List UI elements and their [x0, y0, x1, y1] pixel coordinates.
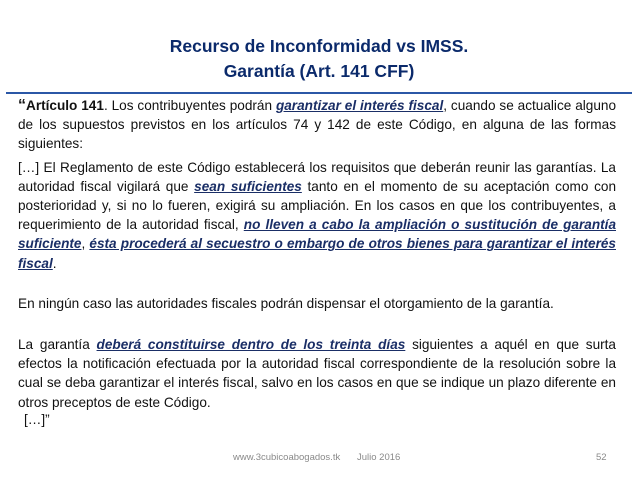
text: siguientes a aquél en que surta efectos la notificación efectuada por la autoridad fiscal correspondiente de la resolución sobre la cual se deba garantizar el interés fiscal, salvo en los casos en que se indique un plazo diferente en otros preceptos de este Código.	[18, 337, 616, 410]
closing-quote: […]”	[24, 411, 50, 427]
emphasis: ésta procederá al secuestro o embargo de otros bienes para garantizar el interés fiscal	[18, 236, 616, 271]
text: La garantía	[18, 337, 97, 353]
footer-page-number: 52	[596, 452, 607, 463]
title-line-1: Recurso de Inconformidad vs IMSS.	[169, 36, 469, 56]
text: tanto en el momento de su aceptación como con posterioridad y, si no lo fueren, exigirá su ampliación. En los casos en que los contribuyentes, a requerimiento de la autoridad fiscal,	[18, 178, 616, 233]
text: […] El Reglamento de este Código establecerá los requisitos que deberán reunir las garantías. La autoridad fiscal vigilará que	[18, 159, 616, 194]
text: , cuando se actualice alguno de los supuestos previstos en los artículos 74 y 142 de este Código, en alguna de las formas siguientes:	[18, 98, 617, 152]
emphasis: no lleven a cabo la ampliación o sustitución de garantía suficiente	[18, 217, 616, 252]
footer-website: www.3cubicoabogados.tk	[233, 452, 341, 463]
emphasis: deberá constituirse dentro de los treinta días	[96, 337, 406, 353]
article-text	[18, 96, 616, 429]
text: .	[52, 255, 57, 271]
text: . Los contribuyentes podrán	[103, 98, 276, 113]
footer-date: Julio 2016	[357, 452, 401, 463]
title-divider	[6, 92, 632, 94]
article-label: Artículo 141	[26, 98, 104, 113]
paragraph-reglamento	[18, 158, 616, 273]
emphasis: garantizar el interés fiscal	[275, 98, 444, 113]
text: ,	[81, 236, 90, 252]
paragraph-plazo	[18, 335, 616, 412]
title-line-2: Garantía (Art. 141 CFF)	[223, 61, 415, 81]
paragraph-dispensa: En ningún caso las autoridades fiscales podrán dispensar el otorgamiento de la garantía.	[18, 295, 554, 311]
emphasis: sean suficientes	[194, 178, 302, 194]
paragraph-article-141	[18, 96, 616, 154]
slide-title	[0, 34, 638, 84]
open-quote: “	[18, 97, 26, 114]
